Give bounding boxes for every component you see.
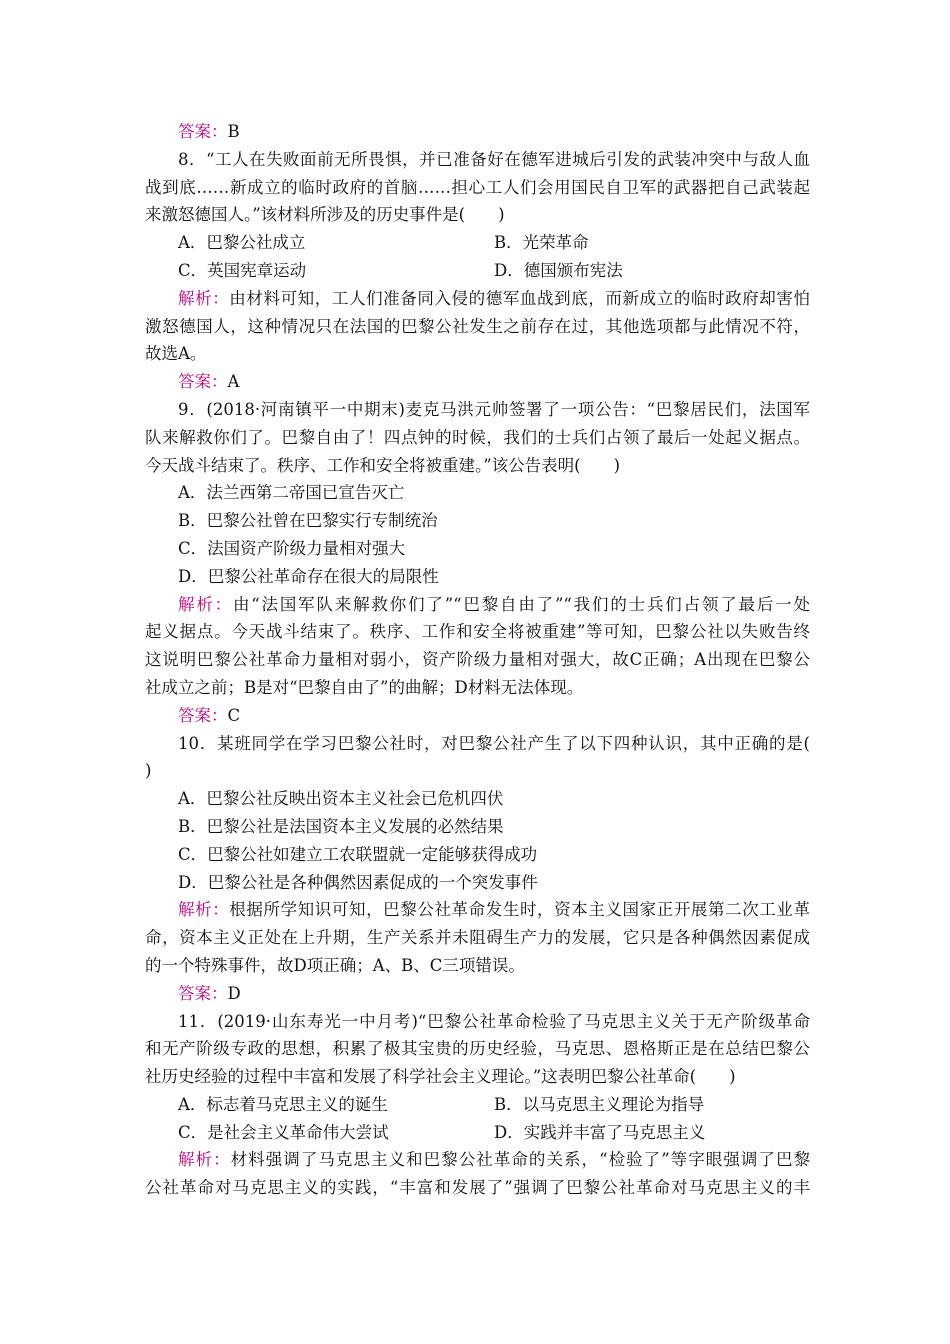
question-8	[145, 146, 810, 396]
answer-line	[145, 368, 810, 396]
question-text-line: 队来解救你们了。巴黎自由了！四点钟的时候，我们的士兵们占领了最后一处起义据点。	[145, 427, 810, 447]
answer-value: C	[227, 705, 241, 725]
option-c: C．英国宪章运动	[178, 260, 307, 280]
option-b: B．巴黎公社曾在巴黎实行专制统治	[178, 511, 438, 531]
question-text-line: 8．“工人在失败面前无所畏惧，并已准备好在德军进城后引发的武装冲突中与敌人血	[178, 149, 810, 169]
question-text-line: 11．(2019·山东寿光一中月考)“巴黎公社革命检验了马克思主义关于无产阶级革命	[178, 1011, 810, 1031]
option-a: A．法兰西第二帝国已宣告灭亡	[178, 483, 405, 503]
answer-label: 答案：	[178, 705, 228, 725]
analysis-line: 命，资本主义正处在上升期，生产关系并未阻碍生产力的发展，它只是各种偶然因素促成	[145, 928, 810, 948]
analysis-line	[145, 285, 810, 313]
analysis-text: 由“法国军队来解救你们了”“巴黎自由了”“我们的士兵们占领了最后一处	[232, 594, 811, 614]
analysis-text: 材料强调了马克思主义和巴黎公社革命的关系，“检验了”等字眼强调了巴黎	[230, 1150, 811, 1170]
answer-value: D	[227, 983, 241, 1003]
answer-label: 答案：	[178, 372, 228, 392]
option-c: C．法国资产阶级力量相对强大	[178, 538, 406, 558]
analysis-label: 解析：	[178, 594, 233, 614]
answer-value: A	[227, 372, 240, 392]
question-text-line: 和无产阶级专政的思想，积累了极其宝贵的历史经验，马克思、恩格斯正是在总结巴黎公	[145, 1039, 810, 1059]
option-d: D．巴黎公社是各种偶然因素促成的一个突发事件	[178, 872, 538, 892]
analysis-label: 解析：	[178, 900, 230, 920]
options-row	[145, 229, 810, 257]
option-a: A．标志着马克思主义的诞生	[178, 1094, 388, 1114]
options-row	[145, 1119, 810, 1147]
analysis-text: 根据所学知识可知，巴黎公社革命发生时，资本主义国家正开展第二次工业革	[229, 900, 811, 920]
question-text-line: 战到底……新成立的临时政府的首脑……担心工人们会用国民自卫军的武器把自己武装起	[145, 177, 810, 197]
options-row	[145, 1091, 810, 1119]
option-c: C．巴黎公社如建立工农联盟就一定能够获得成功	[178, 844, 538, 864]
analysis-line	[145, 896, 810, 924]
option-c: C．是社会主义革命伟大尝试	[178, 1122, 389, 1142]
question-text-line: )	[145, 761, 152, 781]
question-text-line: 社历史经验的过程中丰富和发展了科学社会主义理论。”这表明巴黎公社革命( )	[145, 1067, 736, 1087]
analysis-line	[145, 1146, 810, 1174]
option-b: B．以马克思主义理论为指导	[494, 1094, 705, 1114]
analysis-line: 的一个特殊事件，故D项正确；A、B、C三项错误。	[145, 955, 525, 975]
option-a: A．巴黎公社成立	[178, 233, 306, 253]
analysis-label: 解析：	[178, 288, 230, 308]
question-text-line: 今天战斗结束了。秩序、工作和安全将被重建。”该公告表明( )	[145, 455, 621, 475]
option-d: D．巴黎公社革命存在很大的局限性	[178, 566, 439, 586]
answer-line	[145, 702, 810, 730]
analysis-line: 故选A。	[145, 344, 207, 364]
options-row	[145, 257, 810, 285]
option-b: B．光荣革命	[494, 233, 589, 253]
analysis-line: 这说明巴黎公社革命力量相对弱小，资产阶级力量相对强大，故C正确；A出现在巴黎公	[145, 650, 810, 670]
analysis-line	[145, 591, 810, 619]
answer-label: 答案：	[178, 122, 228, 141]
question-11	[145, 1008, 810, 1203]
question-text-line: 来激怒德国人。”该材料所涉及的历史事件是( )	[145, 205, 505, 225]
answer-line	[145, 980, 810, 1008]
question-text-line: 9．(2018·河南镇平一中期末)麦克马洪元帅签署了一项公告：“巴黎居民们，法国军	[178, 399, 810, 419]
question-10	[145, 730, 810, 1008]
analysis-line: 激怒德国人，这种情况只在法国的巴黎公社发生之前存在过，其他选项都与此情况不符，	[145, 316, 810, 336]
option-b: B．巴黎公社是法国资本主义发展的必然结果	[178, 816, 504, 836]
option-a: A．巴黎公社反映出资本主义社会已危机四伏	[178, 789, 504, 809]
answer-line	[145, 118, 810, 146]
option-d: D．实践并丰富了马克思主义	[494, 1122, 706, 1142]
answer-value: B	[227, 122, 240, 141]
question-text-line: 10．某班同学在学习巴黎公社时，对巴黎公社产生了以下四种认识，其中正确的是(	[178, 733, 810, 753]
question-9	[145, 396, 810, 730]
analysis-line: 起义据点。今天战斗结束了。秩序、工作和安全将被重建”等可知，巴黎公社以失败告终	[145, 622, 810, 642]
analysis-label: 解析：	[178, 1150, 231, 1170]
analysis-line: 社成立之前；B是对“巴黎自由了”的曲解；D材料无法体现。	[145, 677, 584, 697]
document-page	[145, 118, 810, 1202]
analysis-line: 公社革命对马克思主义的实践，“丰富和发展了”强调了巴黎公社革命对马克思主义的丰	[145, 1178, 810, 1198]
analysis-text: 由材料可知，工人们准备同入侵的德军血战到底，而新成立的临时政府却害怕	[229, 288, 811, 308]
option-d: D．德国颁布宪法	[494, 260, 623, 280]
answer-label: 答案：	[178, 983, 228, 1003]
